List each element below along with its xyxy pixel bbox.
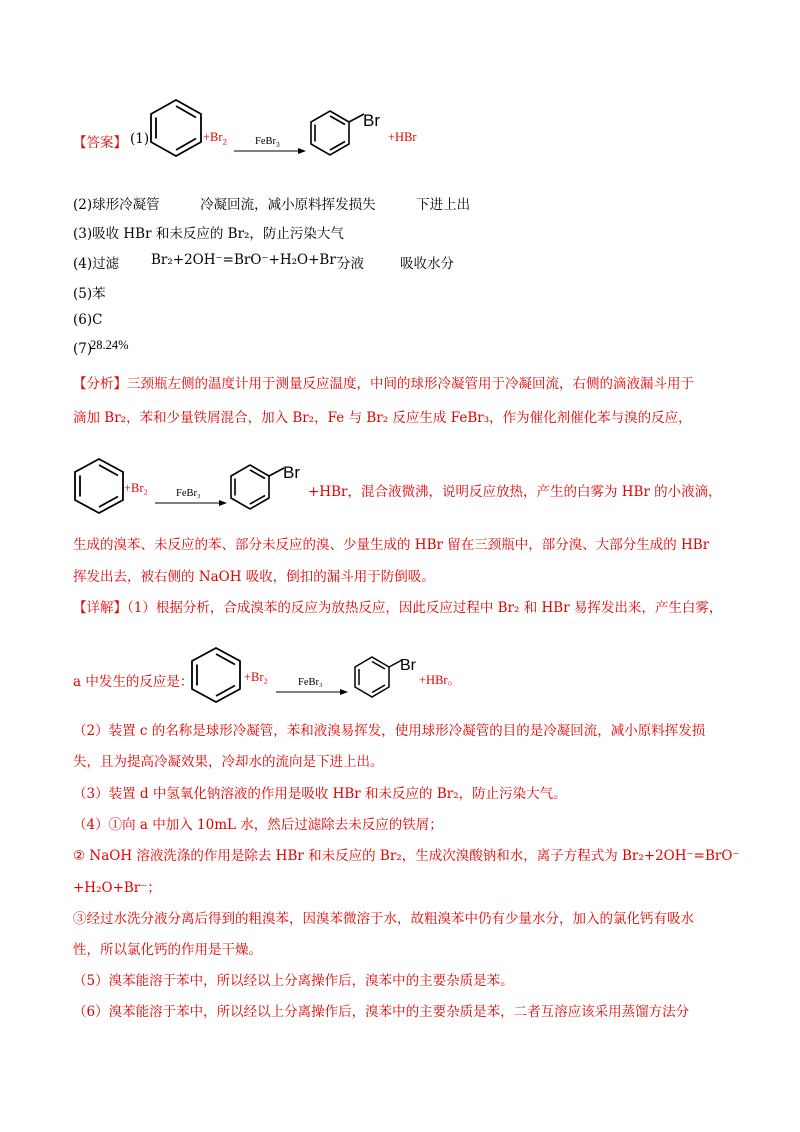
- catalyst-label: FeBr$_3$: [255, 136, 280, 150]
- byproduct-hbr: +HBr: [388, 130, 417, 144]
- answer-item5: (5)苯: [73, 286, 106, 302]
- answer-item7-value: 28.24%: [90, 338, 129, 352]
- detail-p2-line-2: 失，且为提高冷凝效果，冷却水的流向是下进上出。: [73, 754, 384, 770]
- analysis-line-3: +HBr，混合液微沸，说明反应放热，产生的白雾为 HBr 的小液滴，: [308, 484, 722, 500]
- reaction-arrow-1: [234, 147, 306, 155]
- reagent-br2: $+Br_2$: [203, 130, 227, 147]
- detail-p4-3-line-1: ③经过水洗分液分离后得到的粗溴苯，因溴苯微溶于水，故粗溴苯中仍有少量水分，加入的氯化钙有吸水: [73, 911, 694, 927]
- answer-item4-d: 吸收水分: [400, 256, 454, 272]
- answer-item4-c: 分液: [337, 256, 364, 272]
- analysis-line-1: 【分析】三颈瓶左侧的温度计用于测量反应温度，中间的球形冷凝管用于冷凝回流，右侧的滴液漏斗用于: [73, 376, 694, 392]
- detail-reagent: +Br₂: [244, 670, 268, 684]
- detail-p3: （3）装置 d 中氢氧化钠溶液的作用是吸收 HBr 和未反应的 Br₂，防止污染大气。: [73, 786, 567, 802]
- analysis-line-2: 滴加 Br₂，苯和少量铁屑混合，加入 Br₂，Fe 与 Br₂ 反应生成 FeBr₃，作为催化剂催化苯与溴的反应，: [73, 410, 692, 426]
- answer-item1-prefix: (1): [130, 131, 150, 147]
- analysis-reagent: +Br₂: [124, 481, 148, 495]
- answer-item2: (2)球形冷凝管 冷凝回流，减小原料挥发损失 下进上出: [73, 197, 471, 213]
- analysis-br-label: Br: [283, 463, 300, 482]
- detail-br-label: Br: [400, 657, 416, 674]
- reaction-arrow-2: [155, 499, 227, 507]
- answer-item4-a: (4)过滤: [73, 256, 120, 272]
- detail-catalyst: FeBr₃: [298, 677, 323, 688]
- detail-line-2-prefix: a 中发生的反应是：: [73, 674, 194, 690]
- answer-item3: (3)吸收 HBr 和未反应的 Br₂，防止污染大气: [73, 226, 344, 242]
- analysis-line-4: 生成的溴苯、未反应的苯、部分未反应的溴、少量生成的 HBr 留在三颈瓶中，部分溴、大部分生成的 HBr: [73, 537, 710, 553]
- answer-item6: (6)C: [73, 312, 103, 328]
- benzene-structure-1: [148, 97, 204, 159]
- detail-p4-3-line-2: 性，所以氯化钙的作用是干燥。: [73, 942, 262, 958]
- analysis-line-5: 挥发出去，被右侧的 NaOH 吸收，倒扣的漏斗用于防倒吸。: [73, 569, 435, 585]
- detail-p2-line-1: （2）装置 c 的名称是球形冷凝管，苯和液溴易挥发，使用球形冷凝管的目的是冷凝回流，减小原料挥发损: [73, 723, 706, 739]
- benzene-structure-3: [189, 645, 243, 705]
- answer-item4-b: Br₂+2OH⁻=BrO⁻+H₂O+Br⁻: [151, 252, 343, 268]
- detail-p4-2-line-1: ② NaOH 溶液洗涤的作用是除去 HBr 和未反应的 Br₂，生成次溴酸钠和水，离子方程式为 Br₂+2OH⁻=BrO⁻: [73, 848, 740, 864]
- product-br-label: Br: [363, 111, 380, 130]
- answer-item7-prefix: (7): [73, 341, 93, 357]
- detail-p5: （5）溴苯能溶于苯中，所以经以上分离操作后，溴苯中的主要杂质是苯。: [73, 973, 514, 989]
- detail-p4-1: （4）①向 a 中加入 10mL 水，然后过滤除去未反应的铁屑；: [73, 817, 443, 833]
- analysis-catalyst: FeBr₃: [176, 488, 201, 499]
- answer-header: 【答案】: [73, 135, 127, 151]
- detail-p4-2-line-2: +H₂O+Br⁻；: [73, 880, 161, 896]
- reaction-arrow-3: [276, 688, 348, 696]
- detail-byproduct: +HBr。: [419, 673, 461, 687]
- detail-line-1: 【详解】（1）根据分析，合成溴苯的反应为放热反应，因此反应过程中 Br₂ 和 HBr 易挥发出来，产生白雾，: [73, 600, 723, 616]
- benzene-structure-2: [72, 456, 126, 516]
- detail-p6: （6）溴苯能溶于苯中，所以经以上分离操作后，溴苯中的主要杂质是苯，二者互溶应该采用蒸馏方法分: [73, 1004, 690, 1020]
